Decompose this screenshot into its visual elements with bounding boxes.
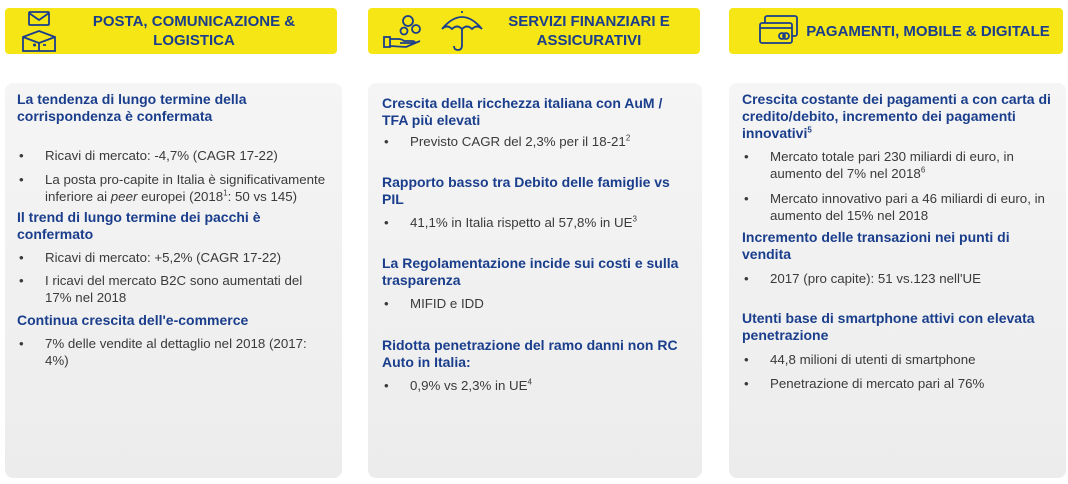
bullet-list: [382, 133, 692, 150]
list-item: • 0,9% vs 2,3% in $UE^4$: [382, 377, 692, 394]
list-item: • Penetrazione di mercato pari al 76%: [742, 375, 1058, 392]
banner-servizi: [368, 8, 700, 54]
section-heading: Incremento delle transazioni nei punti di vendita: [742, 229, 1010, 262]
bullet-list: [382, 295, 692, 312]
bullet-list: [742, 148, 1058, 224]
banner-title: SERVIZI FINANZIARI E ASSICURATIVI: [508, 13, 670, 49]
bullet-list: [382, 214, 692, 231]
list-item: • MIFID e IDD: [382, 295, 692, 312]
section-heading: Crescita della ricchezza italiana con AuM / TFA più elevati: [382, 95, 663, 128]
banner-pagamenti: [729, 8, 1063, 54]
list-item: • 44,8 milioni di utenti di smartphone: [742, 351, 1058, 368]
list-item: • Mercato innovativo pari a 46 miliardi di euro, in aumento del 15% nel 2018: [742, 190, 1058, 224]
hand-coins-icon: [382, 11, 424, 51]
section-heading: La tendenza di lungo termine della corrispondenza è confermata: [17, 91, 247, 124]
bullet-list: [17, 147, 332, 205]
list-item: • La posta pro-capite in Italia è significativamente inferiore ai peer europei (2018$^1$: 50 vs 145): [17, 171, 332, 205]
list-item: • 2017 (pro capite): 51 vs.123 nell'UE: [742, 270, 1058, 287]
bullet-list: [17, 249, 332, 306]
umbrella-icon: [438, 9, 486, 53]
list-item: • 41,1% in Italia rispetto al 57,8% in $UE^3$: [382, 214, 692, 231]
payment-cards-icon: [757, 14, 801, 48]
list-item: • Ricavi di mercato: -4,7% (CAGR 17-22): [17, 147, 332, 164]
bullet-list: [17, 335, 332, 369]
banner-posta: [5, 8, 337, 54]
section-heading: La Regolamentazione incide sui costi e sulla trasparenza: [382, 255, 679, 288]
panel-posta: [5, 83, 342, 478]
bullet-list: [742, 270, 1058, 287]
section-heading: Crescita costante dei pagamenti a con carta di credito/debito, incremento dei pagamenti innovativi$^5$: [742, 91, 1051, 141]
list-item: • Previsto CAGR del 2,3% per il $18-21^2$: [382, 133, 692, 150]
section-heading: Rapporto basso tra Debito delle famiglie vs PIL: [382, 174, 670, 207]
section-heading: Utenti base di smartphone attivi con elevata penetrazione: [742, 310, 1035, 343]
list-item: • I ricavi del mercato B2C sono aumentati del 17% nel 2018: [17, 272, 332, 306]
banner-title: POSTA, COMUNICAZIONE & LOGISTICA: [92, 13, 296, 49]
list-item: • Mercato totale pari 230 miliardi di euro, in aumento del 7% nel 2018$^6$: [742, 148, 1058, 182]
list-item: • Ricavi di mercato: +5,2% (CAGR 17-22): [17, 249, 332, 266]
section-heading: Ridotta penetrazione del ramo danni non RC Auto in Italia:: [382, 337, 678, 370]
bullet-list: [742, 351, 1058, 392]
mail-package-icon: [19, 9, 59, 53]
section-heading: Continua crescita dell'e-commerce: [17, 312, 249, 328]
section-heading: Il trend di lungo termine dei pacchi è confermato: [17, 209, 261, 242]
panel-servizi: [368, 83, 702, 478]
list-item: • 7% delle vendite al dettaglio nel 2018 (2017: 4%): [17, 335, 332, 369]
banner-title: PAGAMENTI, MOBILE & DIGITALE: [806, 22, 1050, 40]
bullet-list: [382, 377, 692, 394]
panel-pagamenti: [729, 83, 1066, 478]
